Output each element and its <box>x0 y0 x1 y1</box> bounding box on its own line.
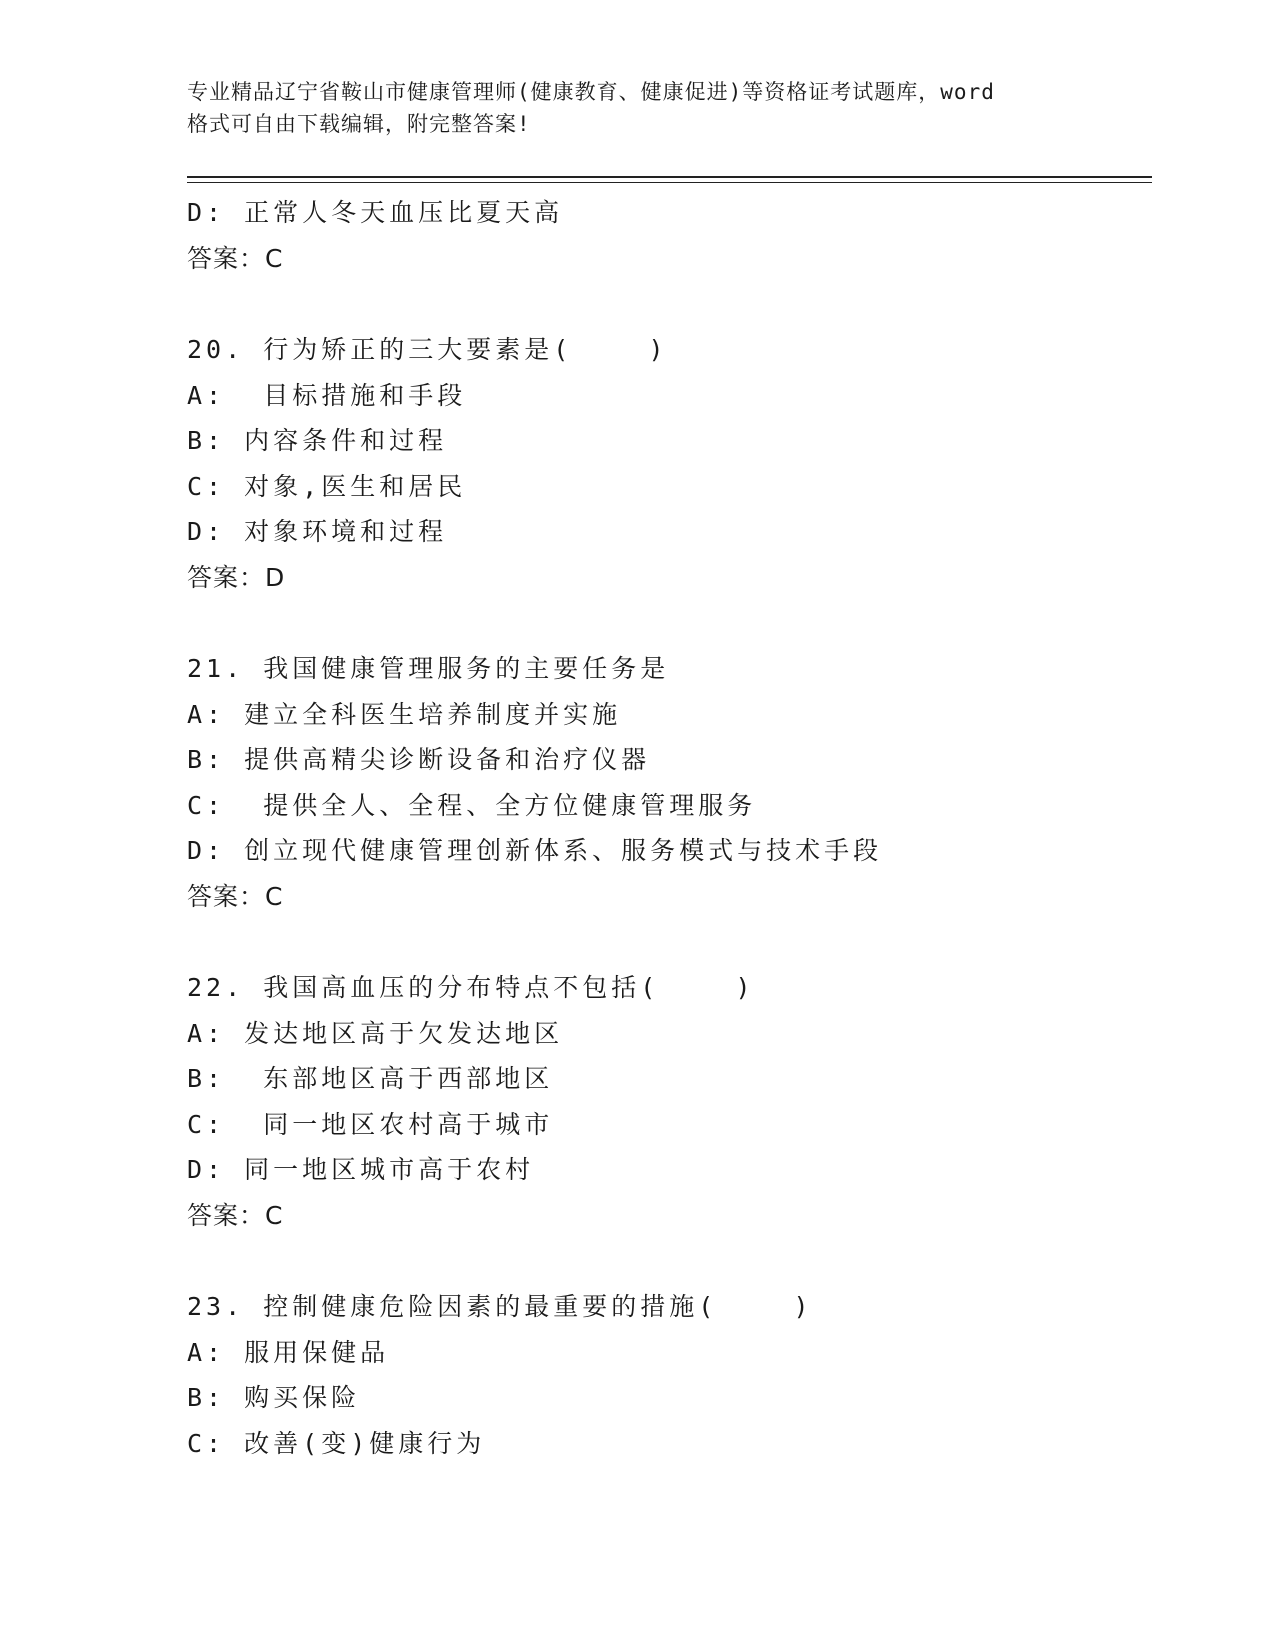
question-21 <box>187 646 1152 919</box>
spacer <box>187 281 1152 327</box>
option-c: C: 对象,医生和居民 <box>187 471 467 501</box>
option-b: B: 提供高精尖诊断设备和治疗仪器 <box>187 745 651 774</box>
question-stem: 22. 我国高血压的分布特点不包括( ) <box>187 973 755 1002</box>
question-19-tail <box>187 190 1152 281</box>
option-b: B: 内容条件和过程 <box>187 426 448 455</box>
option-c: C: 提供全人、全程、全方位健康管理服务 <box>187 790 757 820</box>
question-22 <box>187 965 1152 1238</box>
option-d: D: 正常人冬天血压比夏天高 <box>187 198 564 227</box>
option-a: A: 服用保健品 <box>187 1337 390 1367</box>
option-d: D: 同一地区城市高于农村 <box>187 1155 535 1184</box>
question-stem: 23. 控制健康危险因素的最重要的措施( ) <box>187 1292 813 1321</box>
answer-line: 答案：C <box>187 1200 284 1230</box>
answer-line: 答案：D <box>187 562 286 592</box>
option-b: B: 购买保险 <box>187 1383 361 1412</box>
option-c: C: 改善(变)健康行为 <box>187 1428 486 1458</box>
answer-line: 答案：C <box>187 881 284 911</box>
option-c: C: 同一地区农村高于城市 <box>187 1109 554 1139</box>
answer-line: 答案：C <box>187 243 284 273</box>
question-20 <box>187 327 1152 600</box>
option-a: A: 建立全科医生培养制度并实施 <box>187 699 622 729</box>
header-divider-thin <box>187 182 1152 183</box>
question-stem: 20. 行为矫正的三大要素是( ) <box>187 335 668 364</box>
header-divider-thick <box>187 176 1152 178</box>
option-b: B: 东部地区高于西部地区 <box>187 1064 554 1093</box>
question-23 <box>187 1284 1152 1466</box>
option-a: A: 目标措施和手段 <box>187 380 467 410</box>
spacer <box>187 1238 1152 1284</box>
question-stem: 21. 我国健康管理服务的主要任务是 <box>187 654 670 683</box>
document-header <box>187 76 1087 140</box>
spacer <box>187 600 1152 646</box>
spacer <box>187 919 1152 965</box>
option-d: D: 对象环境和过程 <box>187 517 448 546</box>
option-d: D: 创立现代健康管理创新体系、服务模式与技术手段 <box>187 836 883 865</box>
header-line-1: 专业精品辽宁省鞍山市健康管理师(健康教育、健康促进)等资格证考试题库，word <box>187 80 995 104</box>
question-content <box>187 190 1152 1466</box>
header-line-2: 格式可自由下载编辑，附完整答案! <box>187 112 531 136</box>
option-a: A: 发达地区高于欠发达地区 <box>187 1018 564 1048</box>
